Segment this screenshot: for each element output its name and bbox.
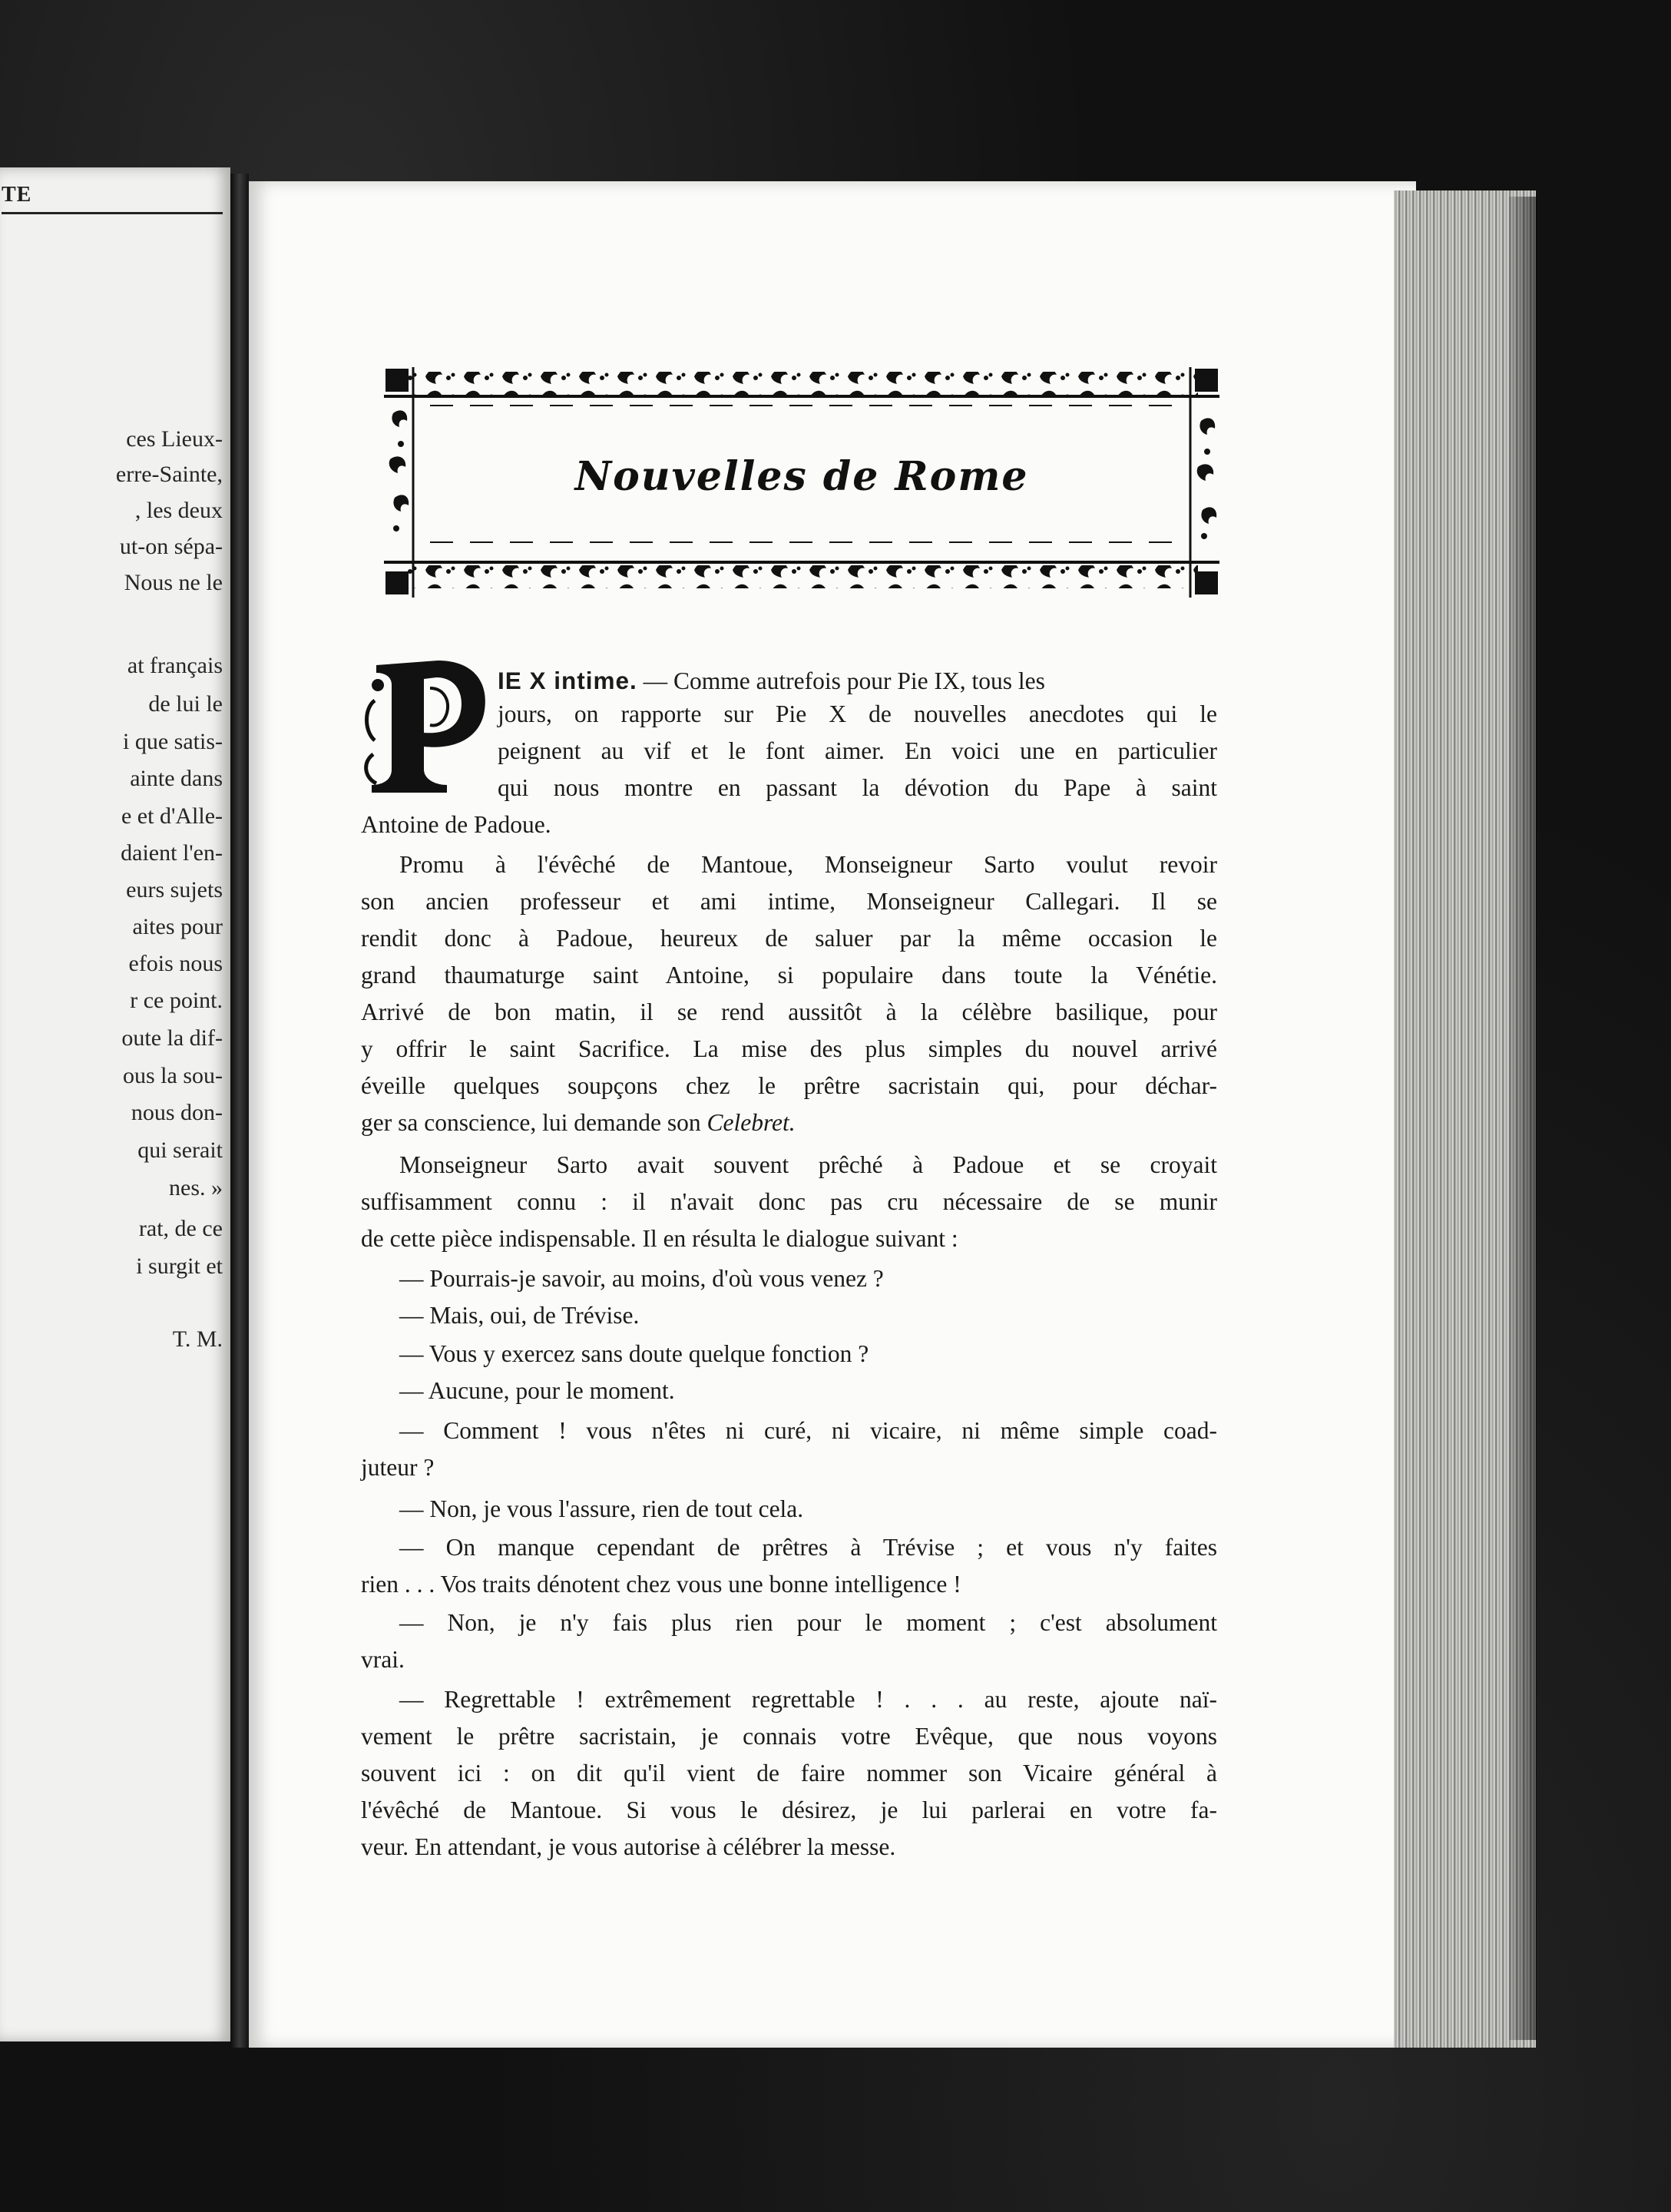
left-page-line: ut-on sépa- [119,534,223,559]
article-line [361,1758,1217,1789]
article-line-0: — Comme autrefois pour Pie IX, tous les [637,667,1045,694]
article-line [399,1150,1217,1181]
article-line [361,1644,405,1675]
article-line-text: jours, on rapporte sur Pie X de nouvelles anecdotes qui le [498,700,1217,727]
celebret-word: Celebret. [706,1109,796,1136]
article-line [361,1569,961,1600]
left-page-line: efois nous [128,951,223,976]
article-line [399,1532,1217,1563]
article-line [361,1795,1217,1826]
left-page-line: e et d'Alle- [121,803,223,829]
left-page-line: nes. » [169,1175,223,1200]
article-line [361,1071,1217,1101]
article-line-text: — Pourrais-je savoir, au moins, d'où vous venez ? [399,1265,884,1292]
article-line-text: vement le prêtre sacristain, je connais votre Evêque, que nous voyons [361,1723,1217,1750]
left-page-line: eurs sujets [126,877,223,902]
article-line-text: éveille quelques soupçons chez le prêtre sacristain qui, pour déchar- [361,1072,1217,1099]
article-line-text: souvent ici : on dit qu'il vient de faire nommer son Vicaire général à [361,1760,1217,1786]
left-page-line: rat, de ce [138,1216,223,1241]
book-gutter [230,174,249,2048]
left-page-line: ainte dans [130,766,223,791]
article-line-text: — Non, je vous l'assure, rien de tout cela. [399,1495,804,1522]
article-line-text: — Non, je n'y fais plus rien pour le moment ; c'est absolument [399,1609,1217,1636]
left-page-line: at français [127,653,223,678]
article-line [399,1263,884,1294]
left-page-line: daient l'en- [121,840,223,866]
article-line-text: y offrir le saint Sacrifice. La mise des plus simples du nouvel arrivé [361,1035,1217,1062]
left-page-line: i surgit et [136,1253,223,1279]
left-page-header: TE [2,183,223,214]
article-line-text: rendit donc à Padoue, heureux de saluer par la même occasion le [361,925,1217,952]
left-page-line: qui serait [137,1137,223,1163]
left-page-line: erre-Sainte, [115,462,223,487]
article-line [399,1608,1217,1638]
article-line [361,960,1217,991]
article-line [399,1300,639,1331]
article-line [498,736,1217,767]
article-line-text: Arrivé de bon matin, il se rend aussitôt à la célèbre basilique, pour [361,998,1217,1025]
left-page-line: ous la sou- [123,1063,223,1088]
article-line-text: vrai. [361,1646,405,1673]
article-line [361,1832,895,1863]
article-line-text: grand thaumaturge saint Antoine, si populaire dans toute la Vénétie. [361,962,1217,988]
left-page-line: i que satis- [123,729,223,754]
left-page-line: aites pour [132,914,223,939]
article-line-text: son ancien professeur et ami intime, Monseigneur Callegari. Il se [361,888,1217,915]
article-title: Nouvelles de Rome [574,453,1029,500]
article-line [361,1721,1217,1752]
left-page-line: Nous ne le [124,570,223,595]
article-line [361,1452,434,1483]
article-line-text: peignent au vif et le font aimer. En voici une en particulier [498,737,1217,764]
article-line-text: suffisamment connu : il n'avait donc pas cru nécessaire de se munir [361,1188,1217,1215]
article-line [361,1108,796,1138]
article-line-text: de cette pièce indispensable. Il en résulta le dialogue suivant : [361,1225,958,1252]
article-line [399,1416,1217,1446]
drop-cap-initial [361,654,491,797]
left-page-line: nous don- [131,1100,223,1125]
left-page-line: , les deux [134,498,223,523]
article-line [399,1494,803,1525]
article-line [361,886,1217,917]
article-line [361,997,1217,1028]
article-line [399,1339,869,1369]
article-line-text: l'évêché de Mantoue. Si vous le désirez, je lui parlerai en votre fa- [361,1796,1217,1823]
left-page-line: ces Lieux- [126,426,223,452]
article-line [399,1684,1217,1715]
article-line-text: — Vous y exercez sans doute quelque fonction ? [399,1340,869,1367]
left-page-line: r ce point. [130,988,223,1013]
article-line-text: — Aucune, pour le moment. [399,1377,675,1404]
left-page-line: T. M. [172,1326,223,1352]
article-line-text: — Comment ! vous n'êtes ni curé, ni vicaire, ni même simple coad- [399,1417,1217,1444]
article-line-text: veur. En attendant, je vous autorise à célébrer la messe. [361,1833,896,1860]
article-line [361,923,1217,954]
page-edge-shadow [1509,197,1537,2040]
article-line [399,1376,675,1406]
article-line [361,1034,1217,1065]
article-line-text: ger sa conscience, lui demande son [361,1109,707,1136]
article-line-text: — On manque cependant de prêtres à Trévise ; et vous n'y faites [399,1534,1217,1561]
article-line-text: — Mais, oui, de Trévise. [399,1302,640,1329]
article-opening-line [498,665,1045,697]
article-line-text: rien . . . Vos traits dénotent chez vous une bonne intelligence ! [361,1571,961,1598]
article-line-text: Antoine de Padoue. [361,811,551,838]
article-line [361,810,551,840]
article-line [361,1187,1217,1217]
left-page-line: oute la dif- [121,1025,223,1051]
left-page-line: de lui le [148,691,223,717]
article-line [498,699,1217,730]
article-line [361,1224,958,1254]
article-line [399,849,1217,880]
article-line-text: qui nous montre en passant la dévotion du Pape à saint [498,774,1217,801]
article-line-text: juteur ? [361,1454,435,1481]
article-line [498,773,1217,803]
article-line-text: — Regrettable ! extrêmement regrettable ! . . . au reste, ajoute naï- [399,1686,1217,1713]
article-line-text: Monseigneur Sarto avait souvent prêché à Padoue et se croyait [399,1151,1217,1178]
article-lead-caps: IE X intime. [498,667,637,694]
article-line-text: Promu à l'évêché de Mantoue, Monseigneur Sarto voulut revoir [399,851,1217,878]
